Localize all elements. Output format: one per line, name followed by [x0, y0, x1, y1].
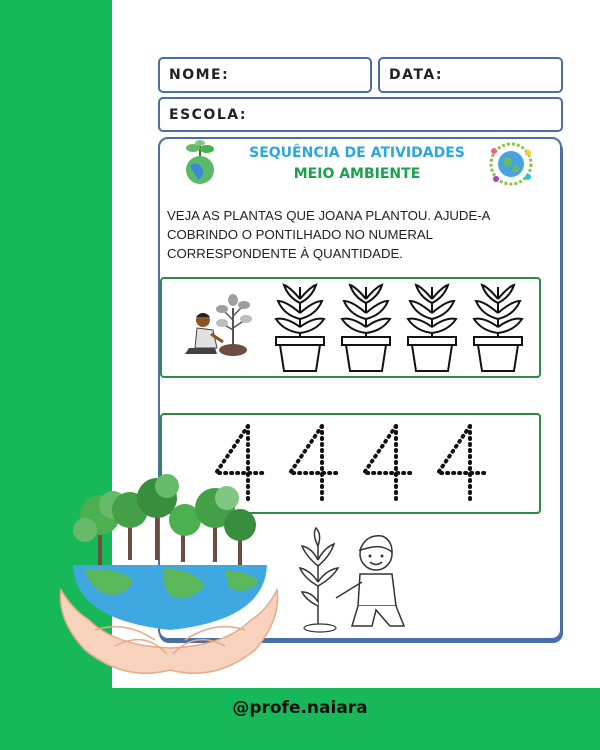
school-field[interactable] — [158, 97, 563, 132]
potted-plant-icon — [404, 283, 460, 373]
date-field[interactable] — [378, 57, 563, 93]
traced-numeral-4[interactable] — [358, 418, 418, 508]
potted-plant-icon — [338, 283, 394, 373]
activity-title: SEQUÊNCIA DE ATIVIDADES — [249, 145, 465, 161]
hands-holding-earth-illustration — [55, 470, 285, 690]
potted-plant-icon — [470, 283, 526, 373]
name-label: NOME: — [169, 67, 230, 83]
activity-subtitle: MEIO AMBIENTE — [293, 166, 421, 182]
name-field[interactable] — [158, 57, 372, 93]
earth-globe-icon — [488, 141, 534, 187]
traced-numeral-4[interactable] — [432, 418, 492, 508]
author-handle: @profe.naiara — [232, 698, 368, 718]
boy-planting-illustration — [296, 526, 416, 636]
date-label: DATA: — [389, 67, 444, 83]
instructions-text: VEJA AS PLANTAS QUE JOANA PLANTOU. AJUDE-A COBRINDO O PONTILHADO NO NUMERAL CORRESPONDENTE À QUANTIDADE. — [167, 208, 490, 261]
girl-planting-illustration — [175, 290, 265, 362]
traced-numeral-4[interactable] — [284, 418, 344, 508]
school-label: ESCOLA: — [169, 107, 247, 123]
potted-plant-icon — [272, 283, 328, 373]
earth-sprout-icon — [180, 140, 220, 186]
